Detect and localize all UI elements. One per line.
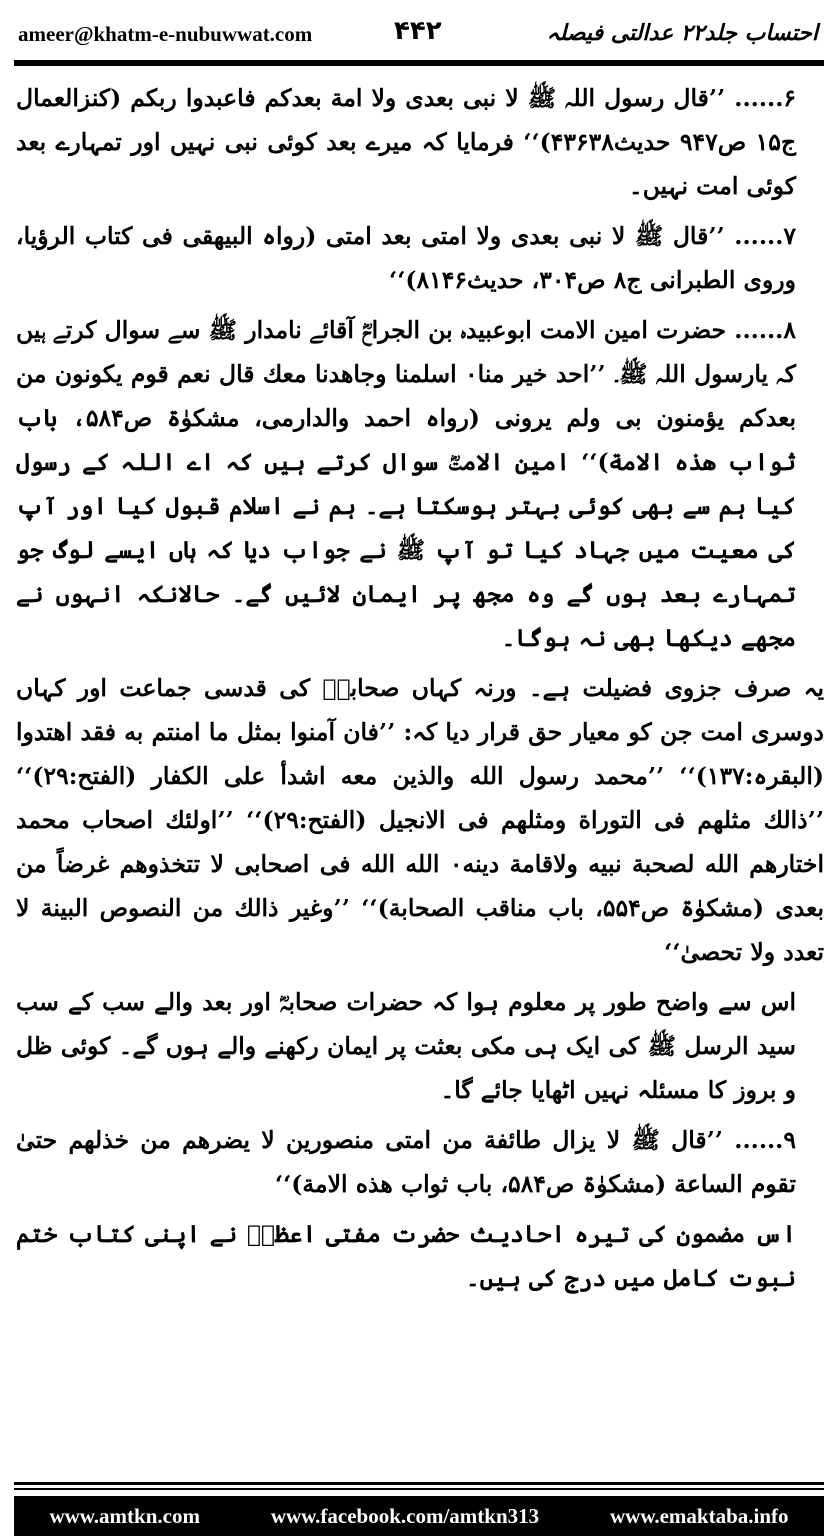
- footer-link-facebook[interactable]: www.facebook.com/amtkn313: [270, 1504, 540, 1528]
- paragraph-commentary: یہ صرف جزوی فضیلت ہے۔ ورنہ کہاں صحابہؓ کی قدسی جماعت اور کہاں دوسری امت جن کو معیار حق قرار دیا کہ: ’’فان آمنوا بمثل ما امنتم به فقد اهتدوا (البقرہ:۱۳۷)‘‘ ’’محمد رسول الله والذین معه اشدأ علی الکفار (الفتح:۲۹)‘‘ ’’ذالك مثلهم فی التوراة ومثلهم فی الانجیل (الفتح:۲۹)‘‘ ’’اولئك اصحاب محمد اختارهم الله لصحبة نبیه ولاقامة دینه۰ الله الله فی اصحابی لا تتخذوهم غرضاً من بعدی (مشکوٰۃ ص۵۵۴، باب مناقب الصحابة)‘‘ ’’وغیر ذالك من النصوص البینة لا تعدد ولا تحصیٰ‘‘: [16, 674, 824, 966]
- footer-rule: [14, 1482, 824, 1485]
- header-rule: [14, 60, 824, 66]
- paragraph-conclusion: اس سے واضح طور پر معلوم ہوا کہ حضرات صحابہؓ اور بعد والے سب کے سب سید الرسل ﷺ کی ایک ہی مکی بعثت پر ایمان رکھنے والے ہوں گے۔ کوئی ظل و بروز کا مسئلہ نہیں اٹھایا جائے گا۔: [16, 988, 796, 1104]
- header-email: ameer@khatm-e-nubuwwat.com: [18, 22, 313, 46]
- footer-link-emaktaba[interactable]: www.emaktaba.info: [610, 1504, 789, 1528]
- footer-bar: [14, 1496, 824, 1536]
- paragraph-closing: اس مضمون کی تیرہ احادیث حضرت مفتی اعظمؒ نے اپنی کتاب ختم نبوت کامل میں درج کی ہیں۔: [16, 1220, 796, 1292]
- paragraph-8: ۸...... حضرت امین الامت ابوعبیدہ بن الجراحؓ آقائے نامدار ﷺ سے سوال کرتے ہیں کہ یارسول اللہ ﷺ۔ ’’احد خیر منا۰ اسلمنا وجاھدنا معك قال نعم قوم یکونون من بعدکم یؤمنون بی ولم یرونی (رواہ احمد والدارمی، مشکوٰۃ ص۵۸۴، باب ثواب ھذہ الامة)‘‘ امین الامتؓ سوال کرتے ہیں کہ اے اللہ کے رسول کیا ہم سے بھی کوئی بہتر ہوسکتا ہے۔ ہم نے اسلام قبول کیا اور آپ کی معیت میں جہاد کیا تو آپ ﷺ نے جواب دیا کہ ہاں ایسے لوگ جو تمہارے بعد ہوں گے وہ مجھ پر ایمان لائیں گے۔ حالانکہ انہوں نے مجھے دیکھا بھی نہ ہوگا۔: [16, 316, 796, 652]
- page-header: [16, 14, 822, 54]
- paragraph-9: ۹...... ’’قال ﷺ لا یزال طائفة من امتی منصورین لا یضرهم من خذلهم حتیٰ تقوم الساعة (مشکوٰۃ ص۵۸۴، باب ثواب هذه الامة)‘‘: [16, 1126, 796, 1198]
- footer-link-amtkn[interactable]: www.amtkn.com: [49, 1504, 200, 1528]
- paragraph-6: ۶...... ’’قال رسول اللہ ﷺ لا نبی بعدی ولا امة بعدکم فاعبدوا ربکم (کنزالعمال ج۱۵ ص۹۴۷ حدیث۴۳۶۳۸)‘‘ فرمایا کہ میرے بعد کوئی نبی نہیں اور تمہارے بعد کوئی امت نہیں۔: [16, 84, 797, 200]
- book-title: احتساب جلد۲۲ عدالتی فیصلہ: [546, 20, 818, 46]
- paragraph-7: ۷...... ’’قال ﷺ لا نبی بعدی ولا امتی بعد امتی (رواہ البیھقی فی کتاب الرؤیا، وروی الطبرانی ج۸ ص۳۰۴، حدیث۸۱۴۶)‘‘: [16, 222, 797, 294]
- page-number: ۴۴۲: [394, 16, 442, 46]
- footer-rule-thin: [14, 1488, 824, 1490]
- page-body: [16, 76, 824, 1466]
